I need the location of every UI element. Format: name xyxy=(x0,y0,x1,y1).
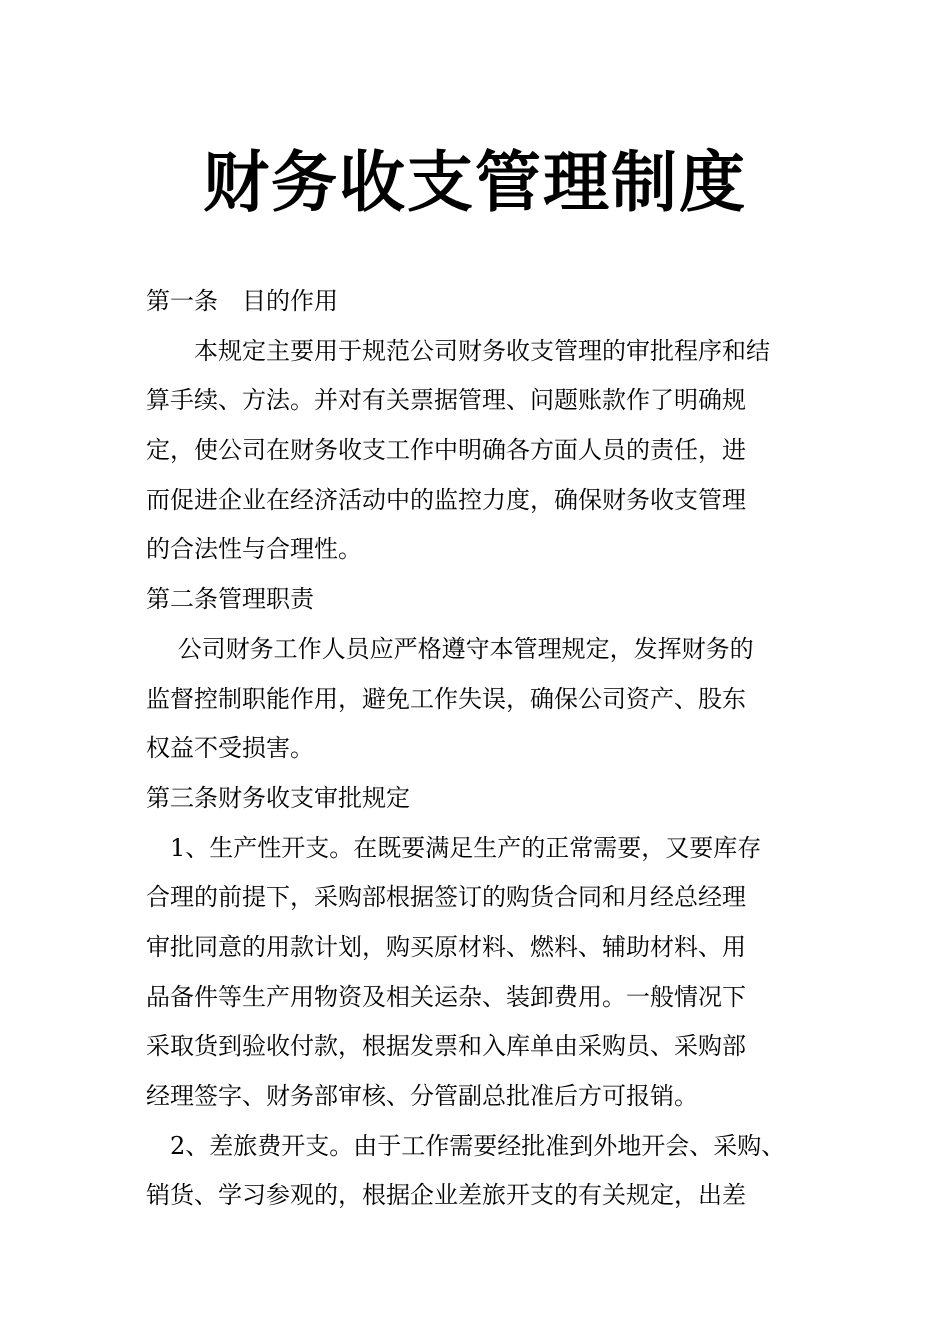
document-title: 财务收支管理制度 xyxy=(203,144,747,221)
body-line: 2、差旅费开支。由于工作需要经批准到外地开会、采购、 xyxy=(146,1132,786,1160)
body-line: 公司财务工作人员应严格遵守本管理规定，发挥财务的 xyxy=(146,635,754,663)
body-line: 审批同意的用款计划，购买原材料、燃料、辅助材料、用 xyxy=(146,933,746,961)
body-line: 而促进企业在经济活动中的监控力度，确保财务收支管理 xyxy=(146,486,746,514)
section-heading-2: 第二条管理职责 xyxy=(146,585,314,613)
body-line: 监督控制职能作用，避免工作失误，确保公司资产、股东 xyxy=(146,685,746,713)
body-line: 合理的前提下，采购部根据签订的购货合同和月经总经理 xyxy=(146,883,746,911)
body-line: 定，使公司在财务收支工作中明确各方面人员的责任，进 xyxy=(146,436,746,464)
body-line: 采取货到验收付款，根据发票和入库单由采购员、采购部 xyxy=(146,1032,746,1060)
body-line: 权益不受损害。 xyxy=(146,734,314,762)
body-line: 1、生产性开支。在既要满足生产的正常需要，又要库存 xyxy=(146,834,762,862)
section-heading-3: 第三条财务收支审批规定 xyxy=(146,784,410,812)
body-line: 的合法性与合理性。 xyxy=(146,535,362,563)
body-line: 品备件等生产用物资及相关运杂、装卸费用。一般情况下 xyxy=(146,983,746,1011)
body-line: 算手续、方法。并对有关票据管理、问题账款作了明确规 xyxy=(146,386,746,414)
body-line: 本规定主要用于规范公司财务收支管理的审批程序和结 xyxy=(146,337,770,365)
section-heading-1: 第一条 目的作用 xyxy=(146,287,338,315)
body-line: 经理签字、财务部审核、分管副总批准后方可报销。 xyxy=(146,1082,698,1110)
body-line: 销货、学习参观的，根据企业差旅开支的有关规定，出差 xyxy=(146,1181,746,1209)
